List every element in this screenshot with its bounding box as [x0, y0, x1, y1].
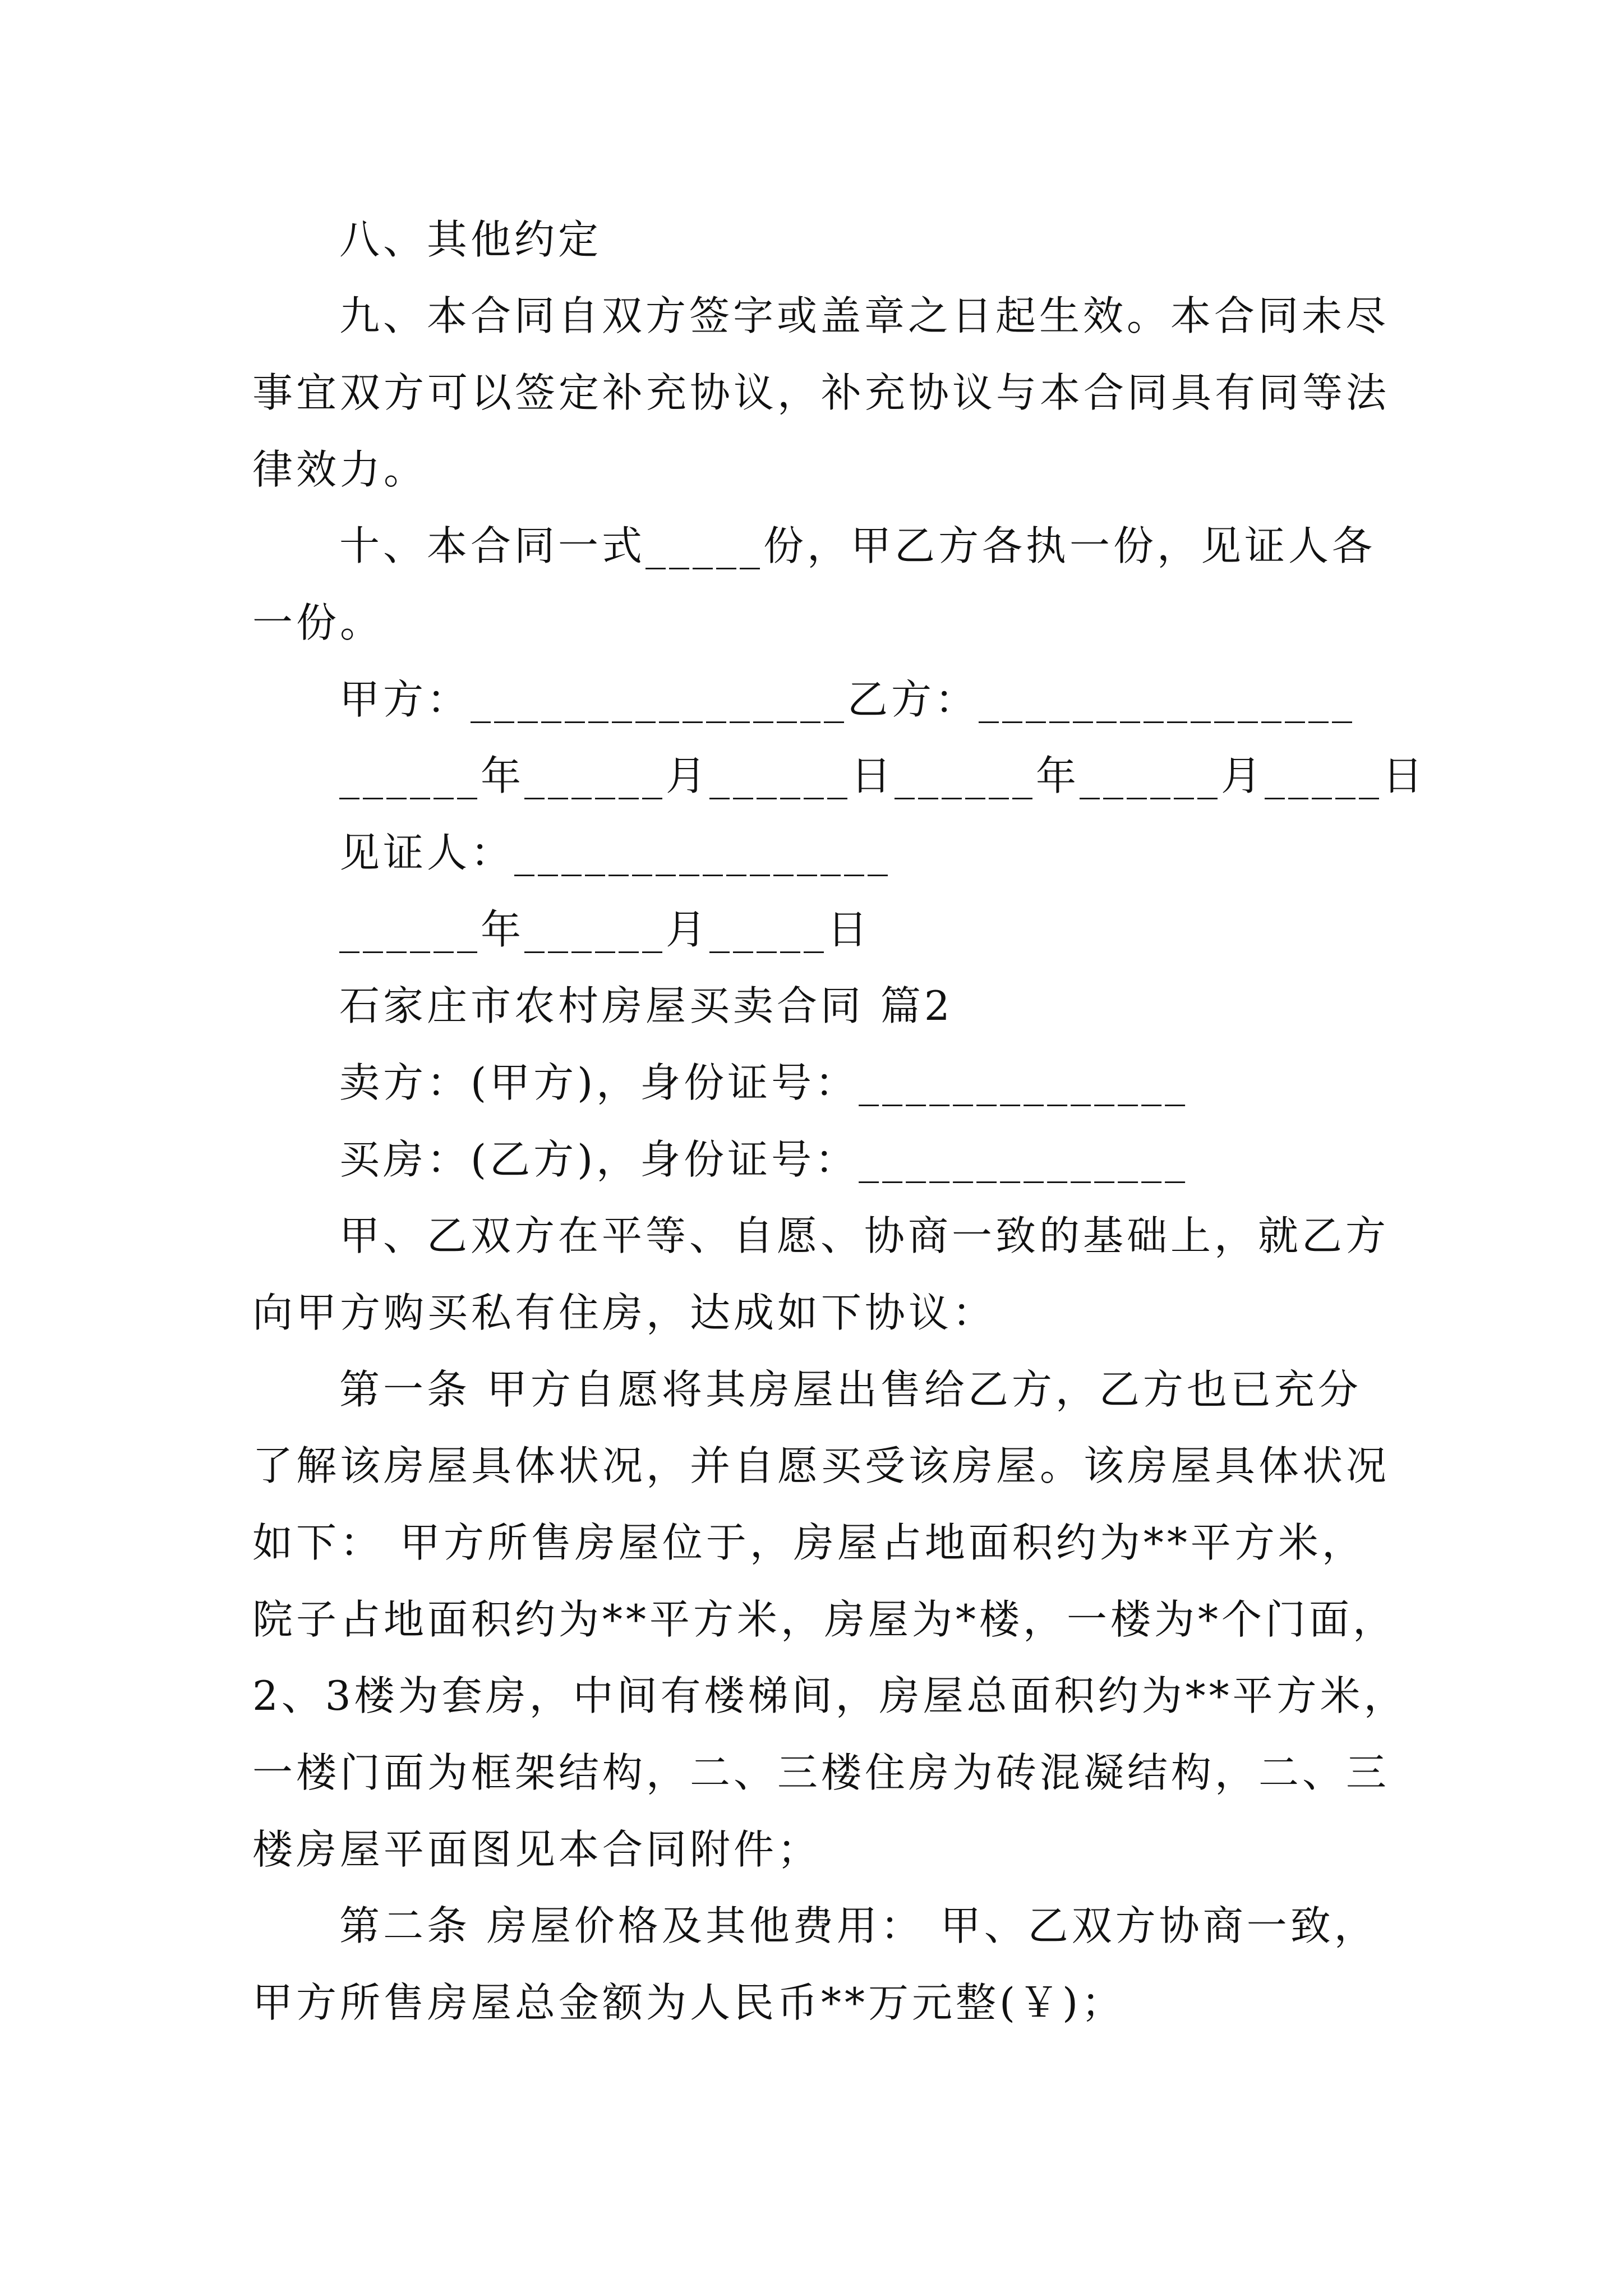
article-two-line-1: 第二条 房屋价格及其他费用： 甲、乙双方协商一致，	[339, 1902, 1378, 1949]
article-one-line-1: 第一条 甲方自愿将其房屋出售给乙方，乙方也已充分	[339, 1366, 1362, 1413]
seller-line: 卖方：(甲方)，身份证号：______________	[339, 1059, 1189, 1106]
section-nine-line-1: 九、本合同自双方签字或盖章之日起生效。本合同未尽	[339, 292, 1390, 339]
section-ten-line-2: 一份。	[252, 599, 384, 646]
section-nine-line-3: 律效力。	[252, 446, 428, 493]
section-ten-line-1: 十、本合同一式_____份，甲乙方各执一份，见证人各	[339, 522, 1376, 569]
section-eight-heading: 八、其他约定	[339, 216, 602, 263]
witness-date-line: ______年______月_____日	[339, 906, 871, 953]
signature-date-line: ______年______月______日______年______月_____日	[339, 752, 1426, 799]
article-one-line-5: 2、3楼为套房，中间有楼梯间，房屋总面积约为**平方米，	[252, 1672, 1408, 1719]
article-one-line-4: 院子占地面积约为**平方米，房屋为*楼，一楼为*个门面，	[252, 1596, 1397, 1643]
section-nine-line-2: 事宜双方可以签定补充协议，补充协议与本合同具有同等法	[252, 369, 1390, 416]
article-one-line-7: 楼房屋平面图见本合同附件；	[252, 1826, 822, 1873]
buyer-line: 买房：(乙方)，身份证号：______________	[339, 1136, 1189, 1183]
preamble-line-2: 向甲方购买私有住房，达成如下协议：	[252, 1289, 997, 1336]
signature-party-line: 甲方：________________乙方：________________	[339, 676, 1356, 723]
article-one-line-6: 一楼门面为框架结构，二、三楼住房为砖混凝结构，二、三	[252, 1749, 1390, 1796]
preamble-line-1: 甲、乙双方在平等、自愿、协商一致的基础上，就乙方	[339, 1212, 1390, 1259]
article-one-line-3: 如下： 甲方所售房屋位于，房屋占地面积约为**平方米，	[252, 1519, 1366, 1566]
article-one-line-2: 了解该房屋具体状况，并自愿买受该房屋。该房屋具体状况	[252, 1442, 1390, 1489]
contract-title: 石家庄市农村房屋买卖合同 篇2	[339, 982, 953, 1029]
article-two-line-2: 甲方所售房屋总金额为人民币**万元整(￥)；	[252, 1979, 1126, 2026]
witness-line: 见证人：________________	[339, 829, 892, 876]
